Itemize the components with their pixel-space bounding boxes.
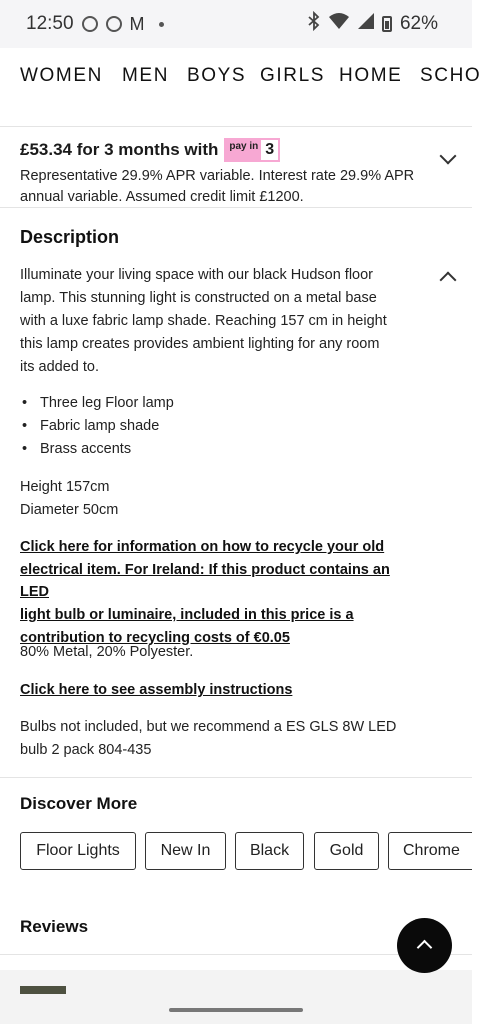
assembly-instructions-link[interactable]: Click here to see assembly instructions — [20, 682, 293, 698]
chevron-up-icon — [417, 940, 433, 956]
more-notifications-icon — [159, 22, 164, 27]
battery-icon — [382, 16, 392, 32]
composition-text: 80% Metal, 20% Polyester. — [20, 644, 194, 660]
divider — [0, 777, 472, 778]
pay-in-3-badge: pay in 3 — [224, 138, 280, 162]
scroll-to-top-button[interactable] — [397, 918, 452, 973]
category-nav — [0, 48, 481, 102]
chevron-down-icon[interactable] — [440, 148, 457, 165]
nav-item-home[interactable]: HOME — [339, 65, 403, 86]
description-intro: Illuminate your living space with our black Hudson floor lamp. This stunning light is constructed on a metal base with a luxe fabric lamp shade. Reaching 157 cm in height this lamp creates provides ambient lighting for any room its added to. — [20, 267, 387, 375]
status-time: 12:50 — [26, 13, 74, 34]
feature-list — [22, 392, 174, 461]
chip-gold[interactable]: Gold — [314, 832, 379, 870]
bulbs-note: Bulbs not included, but we recommend a ES GLS 8W LED bulb 2 pack 804-435 — [20, 719, 397, 758]
bluetooth-icon — [308, 12, 320, 36]
review-thumbnail[interactable] — [20, 986, 66, 994]
dimensions: Height 157cm Diameter 50cm — [20, 479, 119, 518]
divider — [0, 207, 472, 208]
notification-app-icon — [106, 16, 122, 32]
reviews-preview-area — [0, 970, 472, 1024]
nav-item-boys[interactable]: BOYS — [187, 65, 247, 86]
discover-more-heading: Discover More — [20, 794, 138, 813]
recycle-info-link[interactable]: Click here for information on how to recycle your old electrical item. For Ireland: If this product contains an LED light bulb or luminaire, included in this price is a contribution to recycling costs of €0.05 — [20, 539, 390, 646]
chip-new-in[interactable]: New In — [145, 832, 226, 870]
payment-title: £53.34 for 3 months with pay in 3 — [20, 138, 280, 162]
notification-app-icon — [82, 16, 98, 32]
cellular-signal-icon — [358, 13, 374, 35]
gesture-navigation-handle[interactable] — [169, 1008, 303, 1012]
payment-terms: Representative 29.9% APR variable. Interest rate 29.9% APR annual variable. Assumed credit limit £1200. — [20, 168, 415, 205]
nav-item-men[interactable]: MEN — [122, 65, 170, 86]
list-item: • Fabric lamp shade — [22, 415, 174, 438]
chip-chrome[interactable]: Chrome — [388, 832, 472, 870]
gmail-icon: M — [129, 13, 145, 34]
description-heading[interactable]: Description — [20, 227, 120, 247]
nav-item-school[interactable]: SCHO — [420, 65, 481, 86]
list-item: • Brass accents — [22, 438, 174, 461]
wifi-icon — [328, 12, 350, 36]
chip-black[interactable]: Black — [235, 832, 304, 870]
nav-item-girls[interactable]: GIRLS — [260, 65, 326, 86]
nav-item-women[interactable]: WOMEN — [20, 65, 103, 86]
list-item: • Three leg Floor lamp — [22, 392, 174, 415]
reviews-heading: Reviews — [20, 917, 89, 936]
chevron-up-icon[interactable] — [440, 272, 457, 289]
divider — [0, 126, 472, 127]
chip-floor-lights[interactable]: Floor Lights — [20, 832, 136, 870]
battery-percent: 62% — [399, 13, 438, 34]
status-bar — [0, 0, 472, 48]
